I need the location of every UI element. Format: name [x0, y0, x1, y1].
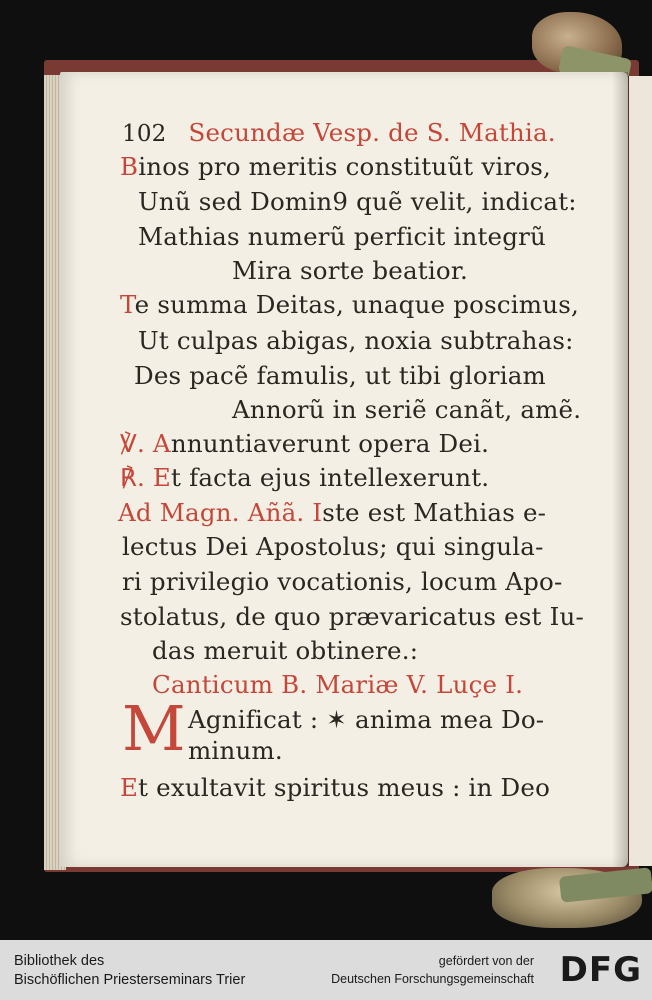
funding-line-1: gefördert von der — [438, 954, 534, 968]
text-line: Te summa Deitas, unaque poscimus, — [120, 290, 579, 319]
text-line: Mathias numerũ perficit integrũ — [138, 222, 547, 251]
folio-number: 102 — [122, 121, 167, 147]
library-line-2: Bischöflichen Priesterseminars Trier — [14, 972, 246, 988]
library-credit — [14, 952, 245, 990]
text-line: Unũ sed Domin9 quẽ velit, indicat: — [138, 187, 577, 216]
text-line: Annorũ in seriẽ canãt, amẽ. — [232, 395, 582, 424]
text-line: Mira sorte beatior. — [232, 256, 469, 285]
header-line — [122, 118, 556, 149]
text-line: Des pacẽ famulis, ut tibi gloriam — [134, 361, 546, 390]
footer-bar — [0, 940, 652, 1000]
gutter-shadow — [612, 72, 628, 867]
canticle-heading: Canticum B. Mariæ V. Luçe I. — [152, 670, 524, 699]
text-line: Ad Magn. Añã. Iste est Mathias e- — [118, 498, 547, 527]
text-line: Et exultavit spiritus meus : in Deo — [120, 773, 551, 802]
decorated-initial: M — [122, 692, 186, 765]
funding-credit — [331, 952, 534, 988]
dfg-logo[interactable]: DFG — [559, 950, 642, 990]
text-line: das meruit obtinere.: — [152, 636, 419, 665]
funding-line-2: Deutschen Forschungsgemeinschaft — [331, 972, 534, 986]
text-line: ri privilegio vocationis, locum Apo- — [122, 567, 563, 596]
text-line: ℣. Annuntiaverunt opera Dei. — [120, 429, 490, 458]
running-title: Secundæ Vesp. de S. Mathia. — [188, 118, 556, 147]
text-line: lectus Dei Apostolus; qui singula- — [122, 532, 544, 561]
text-line: Binos pro meritis constituũt viros, — [120, 152, 552, 181]
text-line: Agnificat : ✶ anima mea Do- — [188, 705, 545, 734]
facing-page-edge — [626, 76, 652, 866]
text-line: ℟. Et facta ejus intellexerunt. — [120, 463, 490, 492]
text-line: minum. — [188, 736, 283, 765]
text-line: stolatus, de quo prævaricatus est Iu- — [120, 602, 584, 631]
library-line-1: Bibliothek des — [14, 953, 105, 969]
text-line: Ut culpas abigas, noxia subtrahas: — [138, 326, 574, 355]
